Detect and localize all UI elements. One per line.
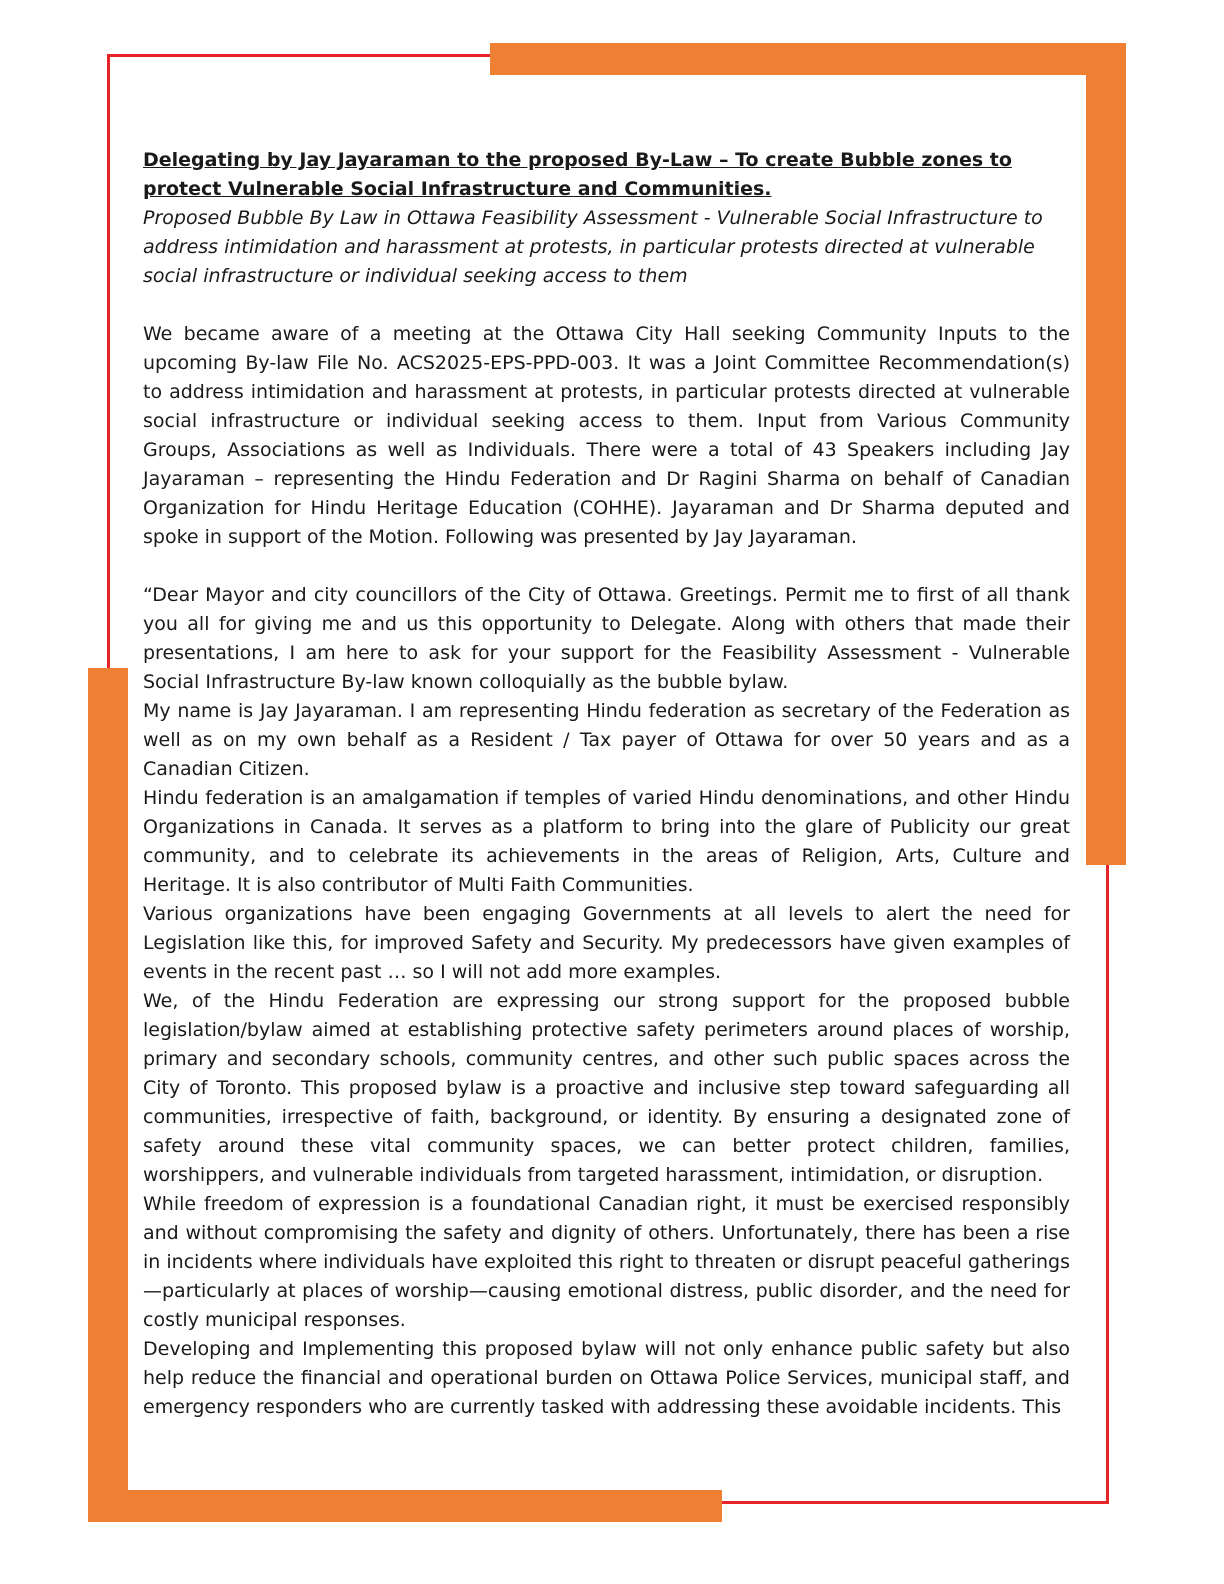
speech-paragraph: Various organizations have been engaging Governments at all levels to alert the need for Legislation like this, for improved Safety and Security. My predecessors have given examples of events in the recent past … so I will not add more examples. — [143, 903, 1070, 983]
speech-paragraph: Hindu federation is an amalgamation if temples of varied Hindu denominations, and other Hindu Organizations in Canada. It serves as a platform to bring into the glare of Publicity our great community, and to celebrate its achievements in the areas of Religion, Arts, Culture and Heritage. It is also contributor of Multi Faith Communities. — [143, 787, 1070, 896]
document-subtitle: Proposed Bubble By Law in Ottawa Feasibility Assessment - Vulnerable Social Infrastructure to address intimidation and harassment at protests, in particular protests directed at vulnerable social infrastructure or individual seeking access to them — [143, 207, 1043, 287]
orange-accent-bar-left — [88, 668, 128, 1522]
orange-accent-bar-top — [490, 43, 1126, 75]
speech-paragraph: While freedom of expression is a foundational Canadian right, it must be exercised responsibly and without compromising the safety and dignity of others. Unfortunately, there has been a rise in incidents where individuals have exploited this right to threaten or disrupt peaceful gatherings—particularly at places of worship—causing emotional distress, public disorder, and the need for costly municipal responses. — [143, 1193, 1070, 1331]
document-heading: Delegating by Jay Jayaraman to the proposed By-Law – To create Bubble zones to protect Vulnerable Social Infrastructure and Communities. — [143, 149, 1012, 200]
speech-paragraph: “Dear Mayor and city councillors of the City of Ottawa. Greetings. Permit me to first of all thank you all for giving me and us this opportunity to Delegate. Along with others that made their presentations, I am here to ask for your support for the Feasibility Assessment - Vulnerable Social Infrastructure By-law known colloquially as the bubble bylaw. — [143, 584, 1070, 693]
orange-accent-bar-right — [1086, 43, 1126, 865]
speech-paragraph: Developing and Implementing this proposed bylaw will not only enhance public safety but also help reduce the financial and operational burden on Ottawa Police Services, municipal staff, and emergency responders who are currently tasked with addressing these avoidable incidents. This — [143, 1338, 1070, 1418]
document-body — [143, 146, 1070, 1422]
orange-accent-bar-bottom — [88, 1490, 722, 1522]
intro-paragraph: We became aware of a meeting at the Ottawa City Hall seeking Community Inputs to the upcoming By-law File No. ACS2025-EPS-PPD-003. It was a Joint Committee Recommendation(s) to address intimidation and harassment at protests, in particular protests directed at vulnerable social infrastructure or individual seeking access to them. Input from Various Community Groups, Associations as well as Individuals. There were a total of 43 Speakers including Jay Jayaraman – representing the Hindu Federation and Dr Ragini Sharma on behalf of Canadian Organization for Hindu Heritage Education (COHHE). Jayaraman and Dr Sharma deputed and spoke in support of the Motion. Following was presented by Jay Jayaraman. — [143, 323, 1070, 548]
speech-paragraph: We, of the Hindu Federation are expressing our strong support for the proposed bubble legislation/bylaw aimed at establishing protective safety perimeters around places of worship, primary and secondary schools, community centres, and other such public spaces across the City of Toronto. This proposed bylaw is a proactive and inclusive step toward safeguarding all communities, irrespective of faith, background, or identity. By ensuring a designated zone of safety around these vital community spaces, we can better protect children, families, worshippers, and vulnerable individuals from targeted harassment, intimidation, or disruption. — [143, 990, 1070, 1186]
speech-paragraph: My name is Jay Jayaraman. I am representing Hindu federation as secretary of the Federation as well as on my own behalf as a Resident / Tax payer of Ottawa for over 50 years and as a Canadian Citizen. — [143, 700, 1070, 780]
paragraph-spacer — [143, 552, 1070, 581]
paragraph-spacer — [143, 291, 1070, 320]
